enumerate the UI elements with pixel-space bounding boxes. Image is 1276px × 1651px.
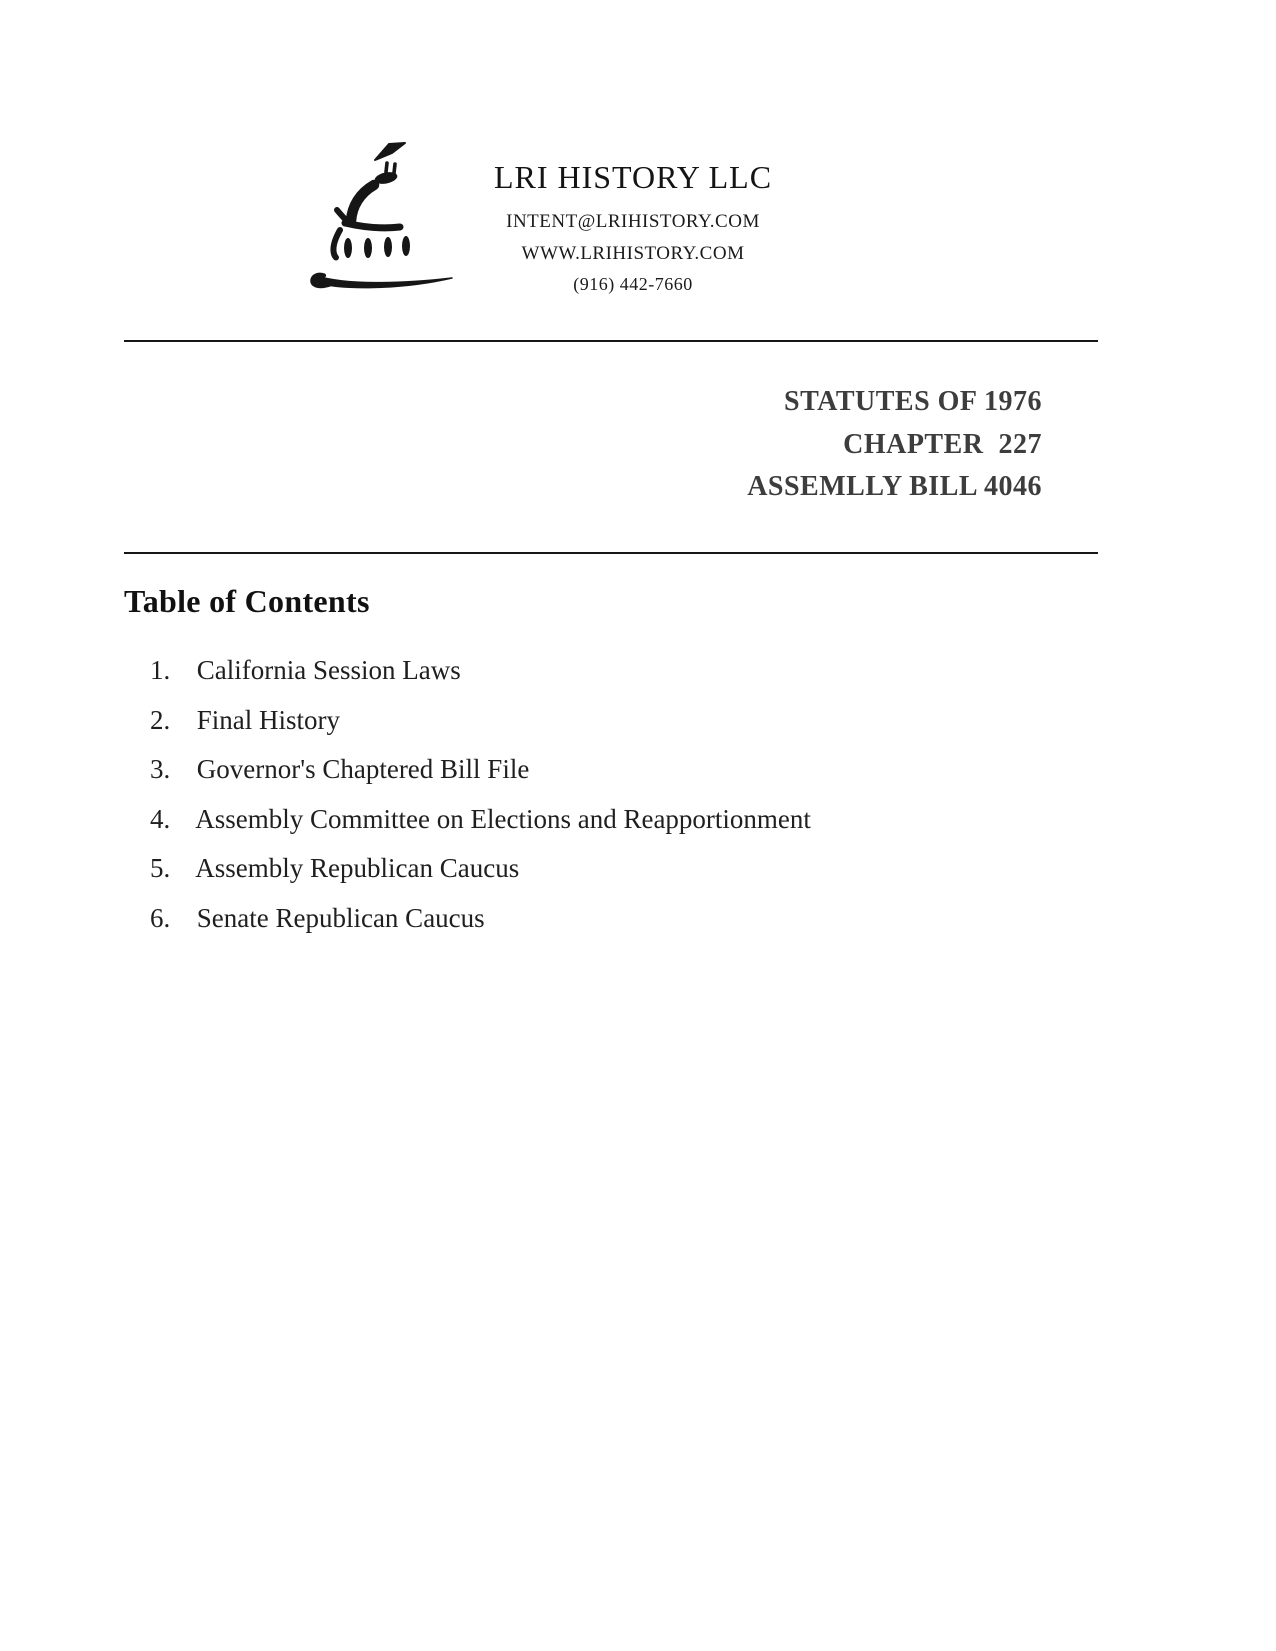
assembly-bill-line: ASSEMLLY BILL 4046 [747,471,1042,502]
toc-heading: Table of Contents [124,583,370,619]
toc-item-number: 5. [150,853,171,883]
toc-item [150,795,811,845]
company-email: INTENT@LRIHISTORY.COM [506,211,760,232]
chapter-line: CHAPTER 227 [843,428,1042,460]
toc-item-label: Assembly Committee on Elections and Reapportionment [195,803,811,834]
divider-top [124,340,1098,342]
toc-item-number: 2. [150,704,171,735]
toc-item-label: Assembly Republican Caucus [195,853,520,883]
toc-item-label: Governor's Chaptered Bill File [196,754,530,784]
toc-item-number: 6. [150,902,171,933]
toc-item [150,745,811,795]
toc-item [150,844,811,894]
toc-item [150,696,811,746]
toc-item [150,894,811,944]
toc-item-number: 3. [150,754,171,784]
company-website: WWW.LRIHISTORY.COM [521,243,745,264]
divider-bottom [124,552,1098,554]
document-title [747,381,1042,509]
company-name: LRI HISTORY LLC [493,159,773,195]
toc-item-label: California Session Laws [196,655,461,685]
toc-item-number: 1. [150,655,171,685]
statutes-line: STATUTES OF 1976 [784,386,1042,417]
toc-item-label: Final History [196,704,341,735]
toc-item [150,646,811,696]
toc-item-number: 4. [150,803,171,834]
toc-list [150,646,811,943]
toc-item-label: Senate Republican Caucus [196,902,485,933]
company-phone: (916) 442-7660 [573,274,693,294]
